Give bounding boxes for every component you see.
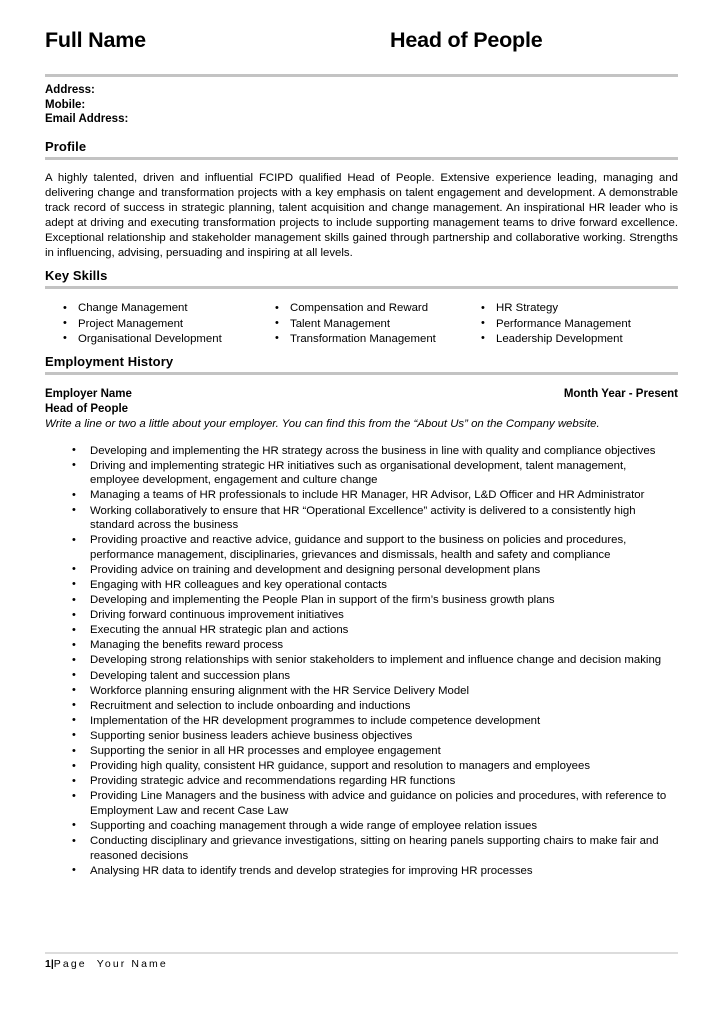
list-item: • Providing advice on training and development and designing personal development plans [45, 563, 678, 578]
list-item: • Project Management [45, 317, 257, 332]
list-item: • Developing talent and succession plans [45, 669, 678, 684]
email-label: Email Address: [45, 113, 129, 126]
skill-list [257, 301, 463, 347]
list-item: • Change Management [45, 301, 257, 316]
document-header [45, 0, 678, 74]
list-item: • Transformation Management [257, 332, 463, 347]
list-item: • Leadership Development [463, 332, 678, 347]
skill-list [45, 301, 257, 347]
list-item: • Providing strategic advice and recommendations regarding HR functions [45, 774, 678, 789]
footer-page-number: 1 [45, 958, 51, 970]
address-label: Address: [45, 84, 95, 96]
list-item: • Driving forward continuous improvement initiatives [45, 608, 678, 623]
list-item: • Engaging with HR colleagues and key operational contacts [45, 578, 678, 593]
list-item: • Supporting the senior in all HR processes and employee engagement [45, 744, 678, 759]
key-skills-column-1 [45, 301, 257, 347]
key-skills-column-3 [463, 301, 678, 347]
list-item: • Working collaboratively to ensure that HR “Operational Excellence” activity is delivered to a consistently high standard across the business [45, 504, 678, 533]
employment-entry [45, 387, 678, 878]
page-footer [45, 952, 678, 971]
mobile-label: Mobile: [45, 98, 86, 111]
profile-paragraph: A highly talented, driven and influential FCIPD qualified Head of People. Extensive experience leading, managing and delivering change and transformation projects with a key emphasis on talent engagement and development. A demonstrable track record of success in strategic planning, talent acquisition and change management. An inspirational HR leader who is adept at driving and executing transformation projects to include supporting management teams to drive forward excellence. Exceptional relationship and stakeholder management skills gained through partnership and collaborative working. Strengths in influencing, advising, persuading and inspiring at all levels. [45, 171, 678, 260]
profile-divider [45, 157, 678, 160]
footer-name: Your Name [96, 958, 168, 970]
list-item: • HR Strategy [463, 301, 678, 316]
section-heading-employment-history: Employment History [45, 353, 174, 369]
list-item: • Organisational Development [45, 332, 257, 347]
list-item: • Analysing HR data to identify trends and develop strategies for improving HR processes [45, 864, 678, 879]
section-heading-profile: Profile [45, 138, 87, 154]
footer-page-word: Page [53, 958, 87, 970]
list-item: • Supporting and coaching management through a wide range of employee relation issues [45, 819, 678, 834]
list-item: • Supporting senior business leaders achieve business objectives [45, 729, 678, 744]
employer-description: Write a line or two a little about your employer. You can find this from the “About Us” on the Company website. [45, 418, 600, 431]
list-item: • Driving and implementing strategic HR initiatives such as organisational development, talent management, employee development, engagement and culture change [45, 459, 678, 488]
skill-list [463, 301, 678, 347]
duties-list [45, 444, 678, 879]
list-item: • Developing and implementing the People Plan in support of the firm’s business growth plans [45, 593, 678, 608]
page-title: Full Name [45, 28, 146, 52]
key-skills-divider [45, 286, 678, 289]
list-item: • Managing the benefits reward process [45, 638, 678, 653]
list-item: • Providing high quality, consistent HR guidance, support and resolution to managers and employees [45, 759, 678, 774]
list-item: • Providing proactive and reactive advice, guidance and support to the business on policies and procedures, performance management, disciplinaries, grievances and dismissals, health and safety and compliance [45, 533, 678, 562]
footer-text [45, 954, 678, 971]
employment-divider [45, 372, 678, 375]
list-item: • Recruitment and selection to include onboarding and inductions [45, 699, 678, 714]
list-item: • Executing the annual HR strategic plan and actions [45, 623, 678, 638]
list-item: • Workforce planning ensuring alignment with the HR Service Delivery Model [45, 684, 678, 699]
contact-block [45, 77, 678, 132]
list-item: • Talent Management [257, 317, 463, 332]
key-skills-column-2 [257, 301, 463, 347]
list-item: • Compensation and Reward [257, 301, 463, 316]
employment-dates: Month Year - Present [563, 387, 678, 400]
list-item: • Managing a teams of HR professionals to include HR Manager, HR Advisor, L&D Officer and HR Administrator [45, 488, 678, 503]
employer-row [45, 387, 678, 402]
list-item: • Conducting disciplinary and grievance investigations, sitting on hearing panels supporting chairs to make fair and reasoned decisions [45, 834, 678, 863]
footer-separator: | [50, 958, 54, 970]
employer-name: Employer Name [45, 387, 132, 400]
list-item: • Developing strong relationships with senior stakeholders to implement and influence change and decision making [45, 653, 678, 668]
job-title: Head of People [390, 28, 543, 52]
key-skills-columns [45, 301, 678, 347]
list-item: • Developing and implementing the HR strategy across the business in line with quality and compliance objectives [45, 444, 678, 459]
list-item: • Providing Line Managers and the business with advice and guidance on policies and procedures, with reference to Employment Law and recent Case Law [45, 789, 678, 818]
section-heading-key-skills: Key Skills [45, 268, 108, 284]
list-item: • Implementation of the HR development programmes to include competence development [45, 714, 678, 729]
cv-content [45, 0, 678, 879]
employment-role: Head of People [45, 402, 129, 415]
list-item: • Performance Management [463, 317, 678, 332]
